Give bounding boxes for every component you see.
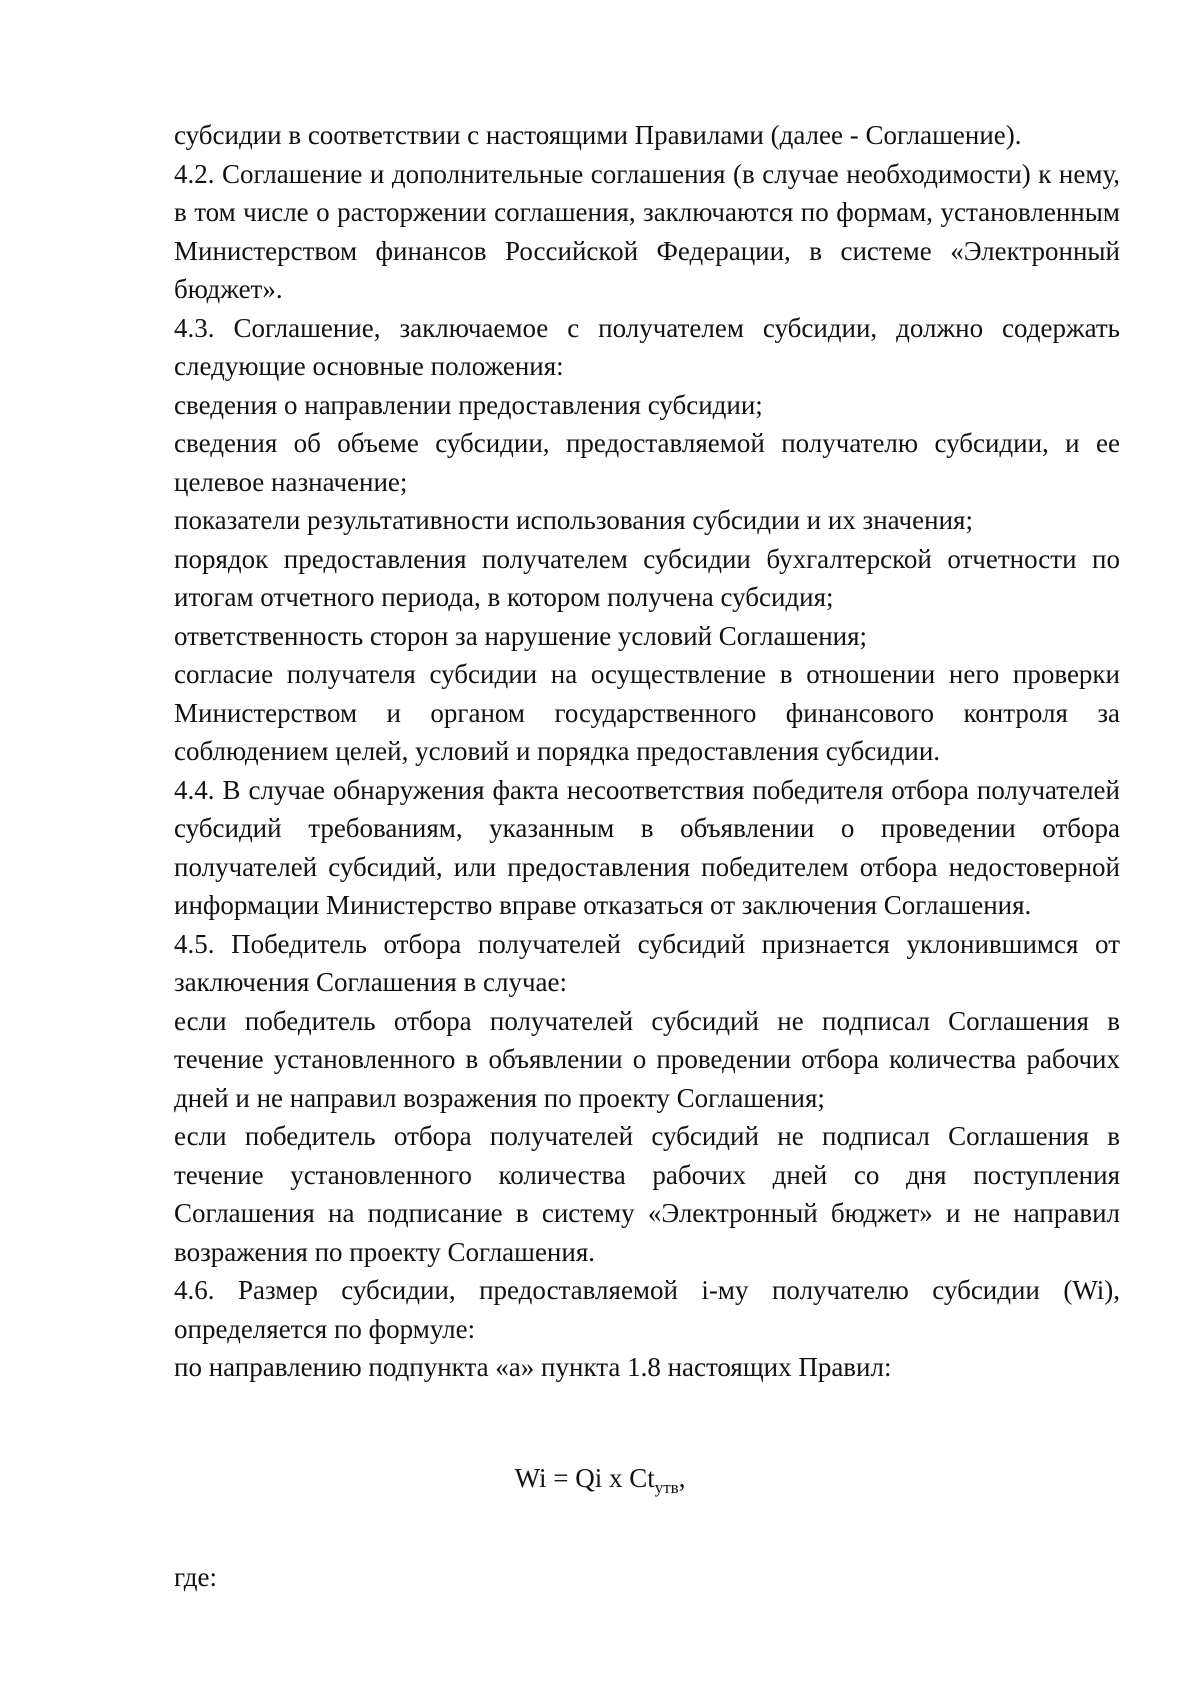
paragraph: субсидии в соответствии с настоящими Правилами (далее - Соглашение). <box>174 120 1022 150</box>
paragraph: сведения о направлении предоставления субсидии; <box>174 389 763 420</box>
paragraph: 4.6. Размер субсидии, предоставляемой i-му получателю субсидии (Wi), определяется по формуле: <box>174 1275 1120 1344</box>
where-label: где: <box>174 1562 217 1592</box>
paragraph: 4.2. Соглашение и дополнительные соглашения (в случае необходимости) к нему, в том числе о расторжении соглашения, заключаются по формам, установленным Министерством финансов Российской Федерации, в системе «Электронный бюджет». <box>174 158 1120 304</box>
formula-subscript: утв <box>654 1478 679 1497</box>
paragraph: если победитель отбора получателей субсидий не подписал Соглашения в течение установленного количества рабочих дней со дня поступления Соглашения на подписание в систему «Электронный бюджет» и не направил возражения по проекту Соглашения. <box>174 1121 1120 1267</box>
paragraph: согласие получателя субсидии на осуществление в отношении него проверки Министерством и органом государственного финансового контроля за соблюдением целей, условий и порядка предоставления субсидии. <box>174 659 1120 766</box>
paragraph: ответственность сторон за нарушение условий Соглашения; <box>174 620 868 651</box>
document-body <box>174 116 1120 1387</box>
formula-main: Wi = Qi x Ct <box>514 1463 655 1493</box>
formula-trailing: , <box>678 1463 686 1493</box>
paragraph: порядок предоставления получателем субсидии бухгалтерской отчетности по итогам отчетного периода, в котором получена субсидия; <box>174 543 1120 612</box>
paragraph: по направлению подпункта «а» пункта 1.8 настоящих Правил: <box>174 1352 892 1382</box>
paragraph: 4.3. Соглашение, заключаемое с получателем субсидии, должно содержать следующие основные положения: <box>174 312 1120 381</box>
paragraph: если победитель отбора получателей субсидий не подписал Соглашения в течение установленного в объявлении о проведении отбора количества рабочих дней и не направил возражения по проекту Соглашения; <box>174 1005 1120 1113</box>
paragraph: 4.5. Победитель отбора получателей субсидий признается уклонившимся от заключения Соглашения в случае: <box>174 928 1120 997</box>
paragraph: 4.4. В случае обнаружения факта несоответствия победителя отбора получателей субсидий требованиям, указанным в объявлении о проведении отбора получателей субсидий, или предоставления победителем отбора недостоверной информации Министерство вправе отказаться от заключения Соглашения. <box>174 774 1120 920</box>
formula <box>0 1459 1200 1507</box>
paragraph: показатели результативности использования субсидии и их значения; <box>174 505 973 535</box>
paragraph: сведения об объеме субсидии, предоставляемой получателю субсидии, и ее целевое назначение; <box>174 428 1120 497</box>
